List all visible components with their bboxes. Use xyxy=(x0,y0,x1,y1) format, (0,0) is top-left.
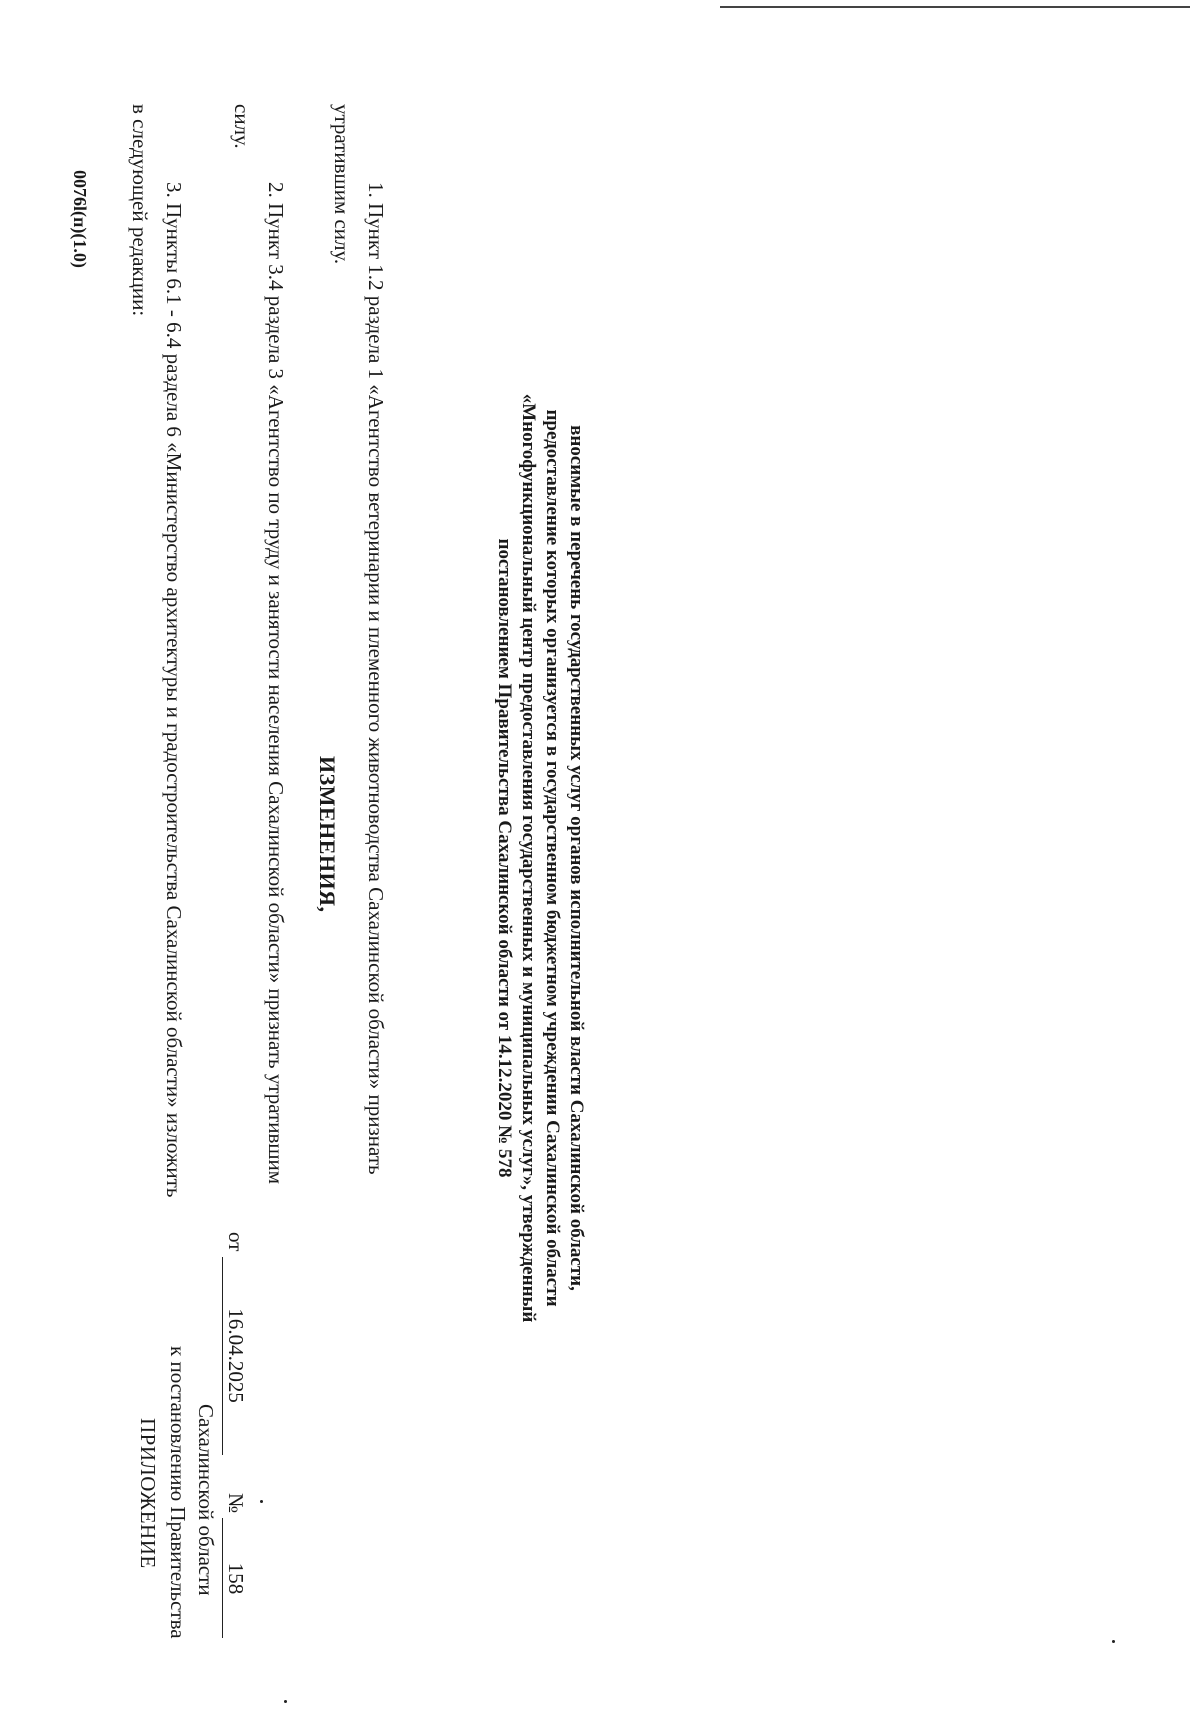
subtitle-line: «Многофункциональный центр предоставления государственных и муниципальных услуг», утвержденный xyxy=(518,393,539,1323)
scan-speck xyxy=(260,1500,263,1503)
subtitle-line: постановлением Правительства Сахалинской области от 14.12.2020 № 578 xyxy=(494,538,515,1178)
scan-speck xyxy=(1112,1640,1115,1643)
scan-speck xyxy=(284,1700,287,1703)
appendix-date-prefix: от xyxy=(224,1232,248,1252)
subtitle-line: предоставление которых организуется в государственном бюджетном учреждении Сахалинской области xyxy=(542,409,563,1307)
item-2-line-2: силу. xyxy=(230,104,254,149)
item-3-line-2: в следующей редакции: xyxy=(128,104,152,317)
document-title: ИЗМЕНЕНИЯ, xyxy=(315,756,340,913)
appendix-date-row xyxy=(222,1232,248,1638)
item-1-line-2: утратившим силу. xyxy=(330,104,354,265)
appendix-number-sign: № xyxy=(224,1493,248,1514)
item-3-line-1: 3. Пункты 6.1 - 6.4 раздела 6 «Министерство архитектуры и градостроительства Сахалинской области» изложить xyxy=(162,182,186,1198)
appendix-title: ПРИЛОЖЕНИЕ xyxy=(136,1418,160,1569)
appendix-line-1: к постановлению Правительства xyxy=(166,1346,190,1639)
appendix-line-2: Сахалинской области xyxy=(194,1404,218,1596)
footer-document-code: 0076l(п)(1.0) xyxy=(70,170,90,268)
appendix-date: 16.04.2025 xyxy=(222,1257,248,1455)
item-2-line-1: 2. Пункт 3.4 раздела 3 «Агентство по труду и занятости населения Сахалинской области» признать утратившим xyxy=(264,182,288,1185)
appendix-number: 158 xyxy=(222,1518,248,1638)
item-1-line-1: 1. Пункт 1.2 раздела 1 «Агентство ветеринарии и племенного животноводства Сахалинской области» признать xyxy=(364,182,388,1175)
document-subtitle xyxy=(492,208,588,1508)
subtitle-line: вносимые в перечень государственных услуг органов исполнительной власти Сахалинской области, xyxy=(566,425,587,1291)
